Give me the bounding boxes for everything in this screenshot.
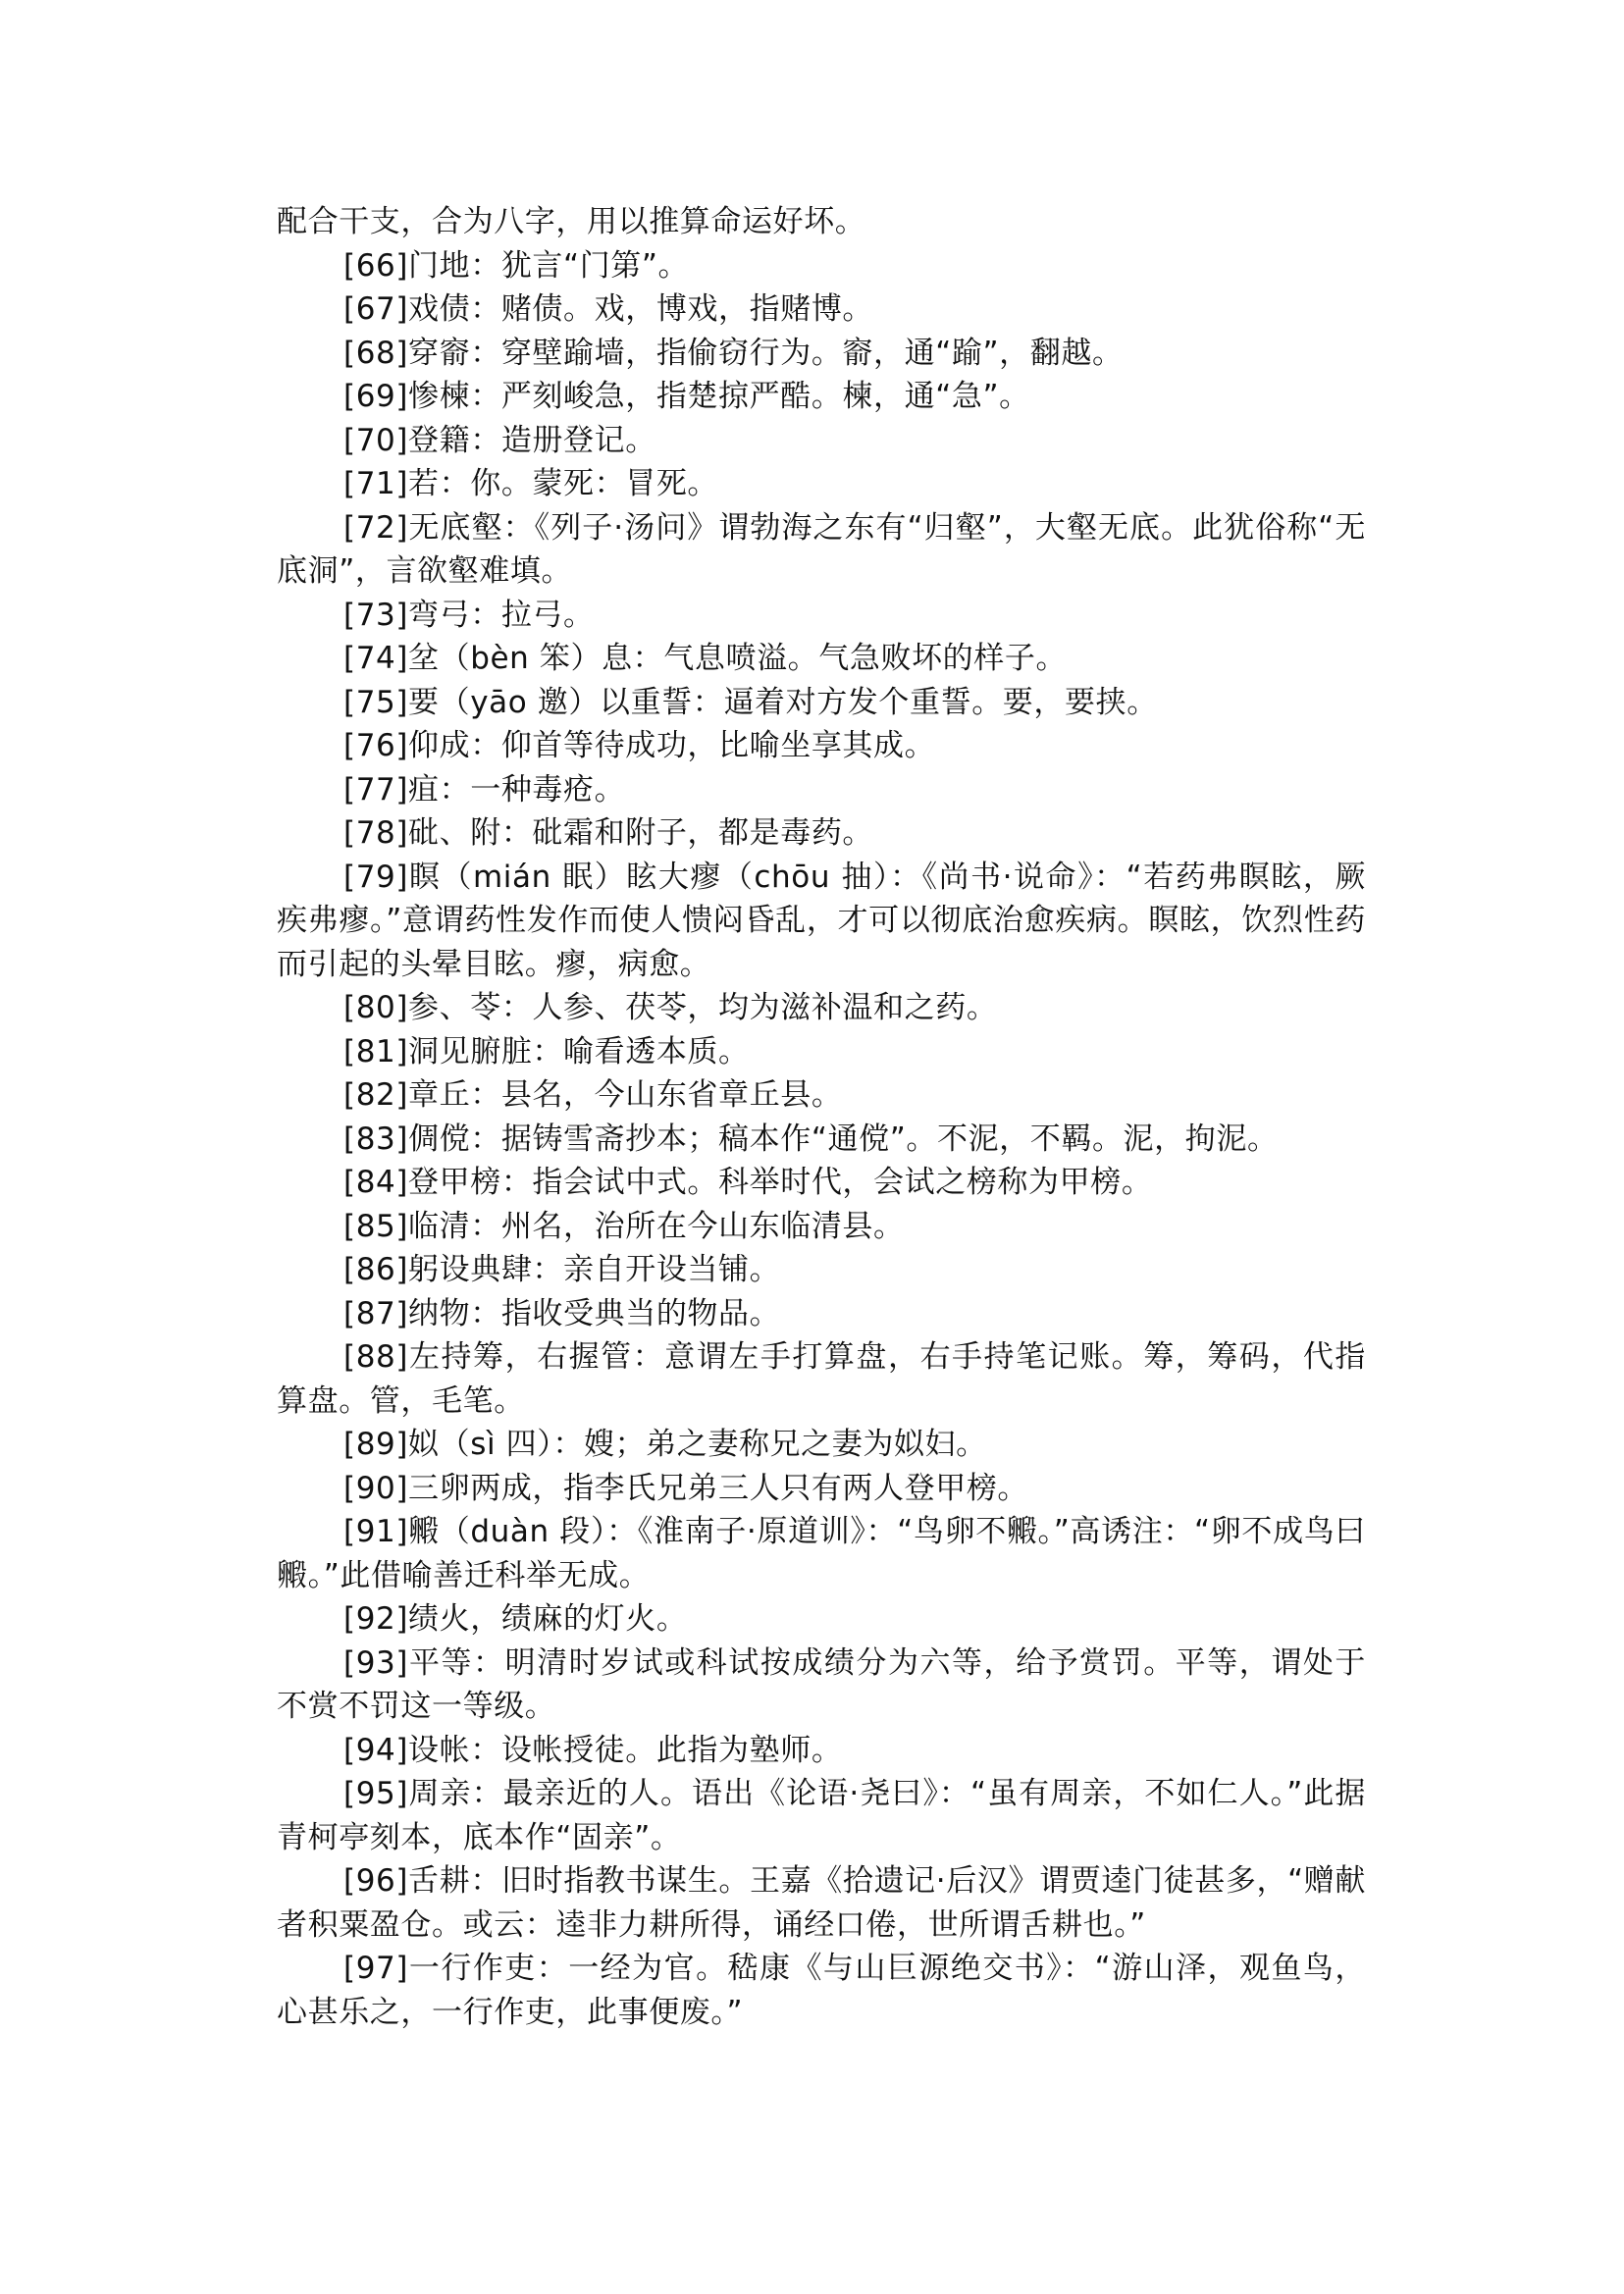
note-67: [67]戏债：赌债。戏，博戏，指赌博。	[343, 291, 874, 327]
note-82: [82]章丘：县名，今山东省章丘县。	[343, 1077, 843, 1113]
note-86: [86]躬设典肆：亲自开设当铺。	[343, 1252, 781, 1287]
note-95: [95]周亲：最亲近的人。语出《论语·尧曰》：“虽有周亲，不如仁人。”此据青柯亭刻本，底本作“固亲”。	[277, 1776, 1366, 1855]
document-page	[277, 200, 1366, 2034]
note-75: [75]要（yāo 邀）以重誓：逼着对方发个重誓。要，要挟。	[343, 684, 1158, 720]
note-80: [80]参、苓：人参、茯苓，均为滋补温和之药。	[343, 990, 998, 1025]
note-94: [94]设帐：设帐授徒。此指为塾师。	[343, 1732, 843, 1768]
note-77: [77]疽：一种毒疮。	[343, 771, 626, 808]
note-81: [81]洞见腑脏：喻看透本质。	[343, 1033, 750, 1069]
note-78: [78]砒、附：砒霜和附子，都是毒药。	[343, 815, 874, 851]
note-83: [83]倜傥：据铸雪斋抄本；稿本作“通傥”。不泥，不羁。泥，拘泥。	[343, 1121, 1279, 1157]
note-72: [72]无底壑：《列子·汤问》谓勃海之东有“归壑”，大壑无底。此犹俗称“无底洞”，言欲壑难填。	[277, 509, 1366, 589]
note-79: [79]瞑（mián 眠）眩大瘳（chōu 抽）：《尚书·说命》：“若药弗瞑眩，厥疾弗瘳。”意谓药性发作而使人愦闷昏乱，才可以彻底治愈疾病。瞑眩，饮烈性药而引起的头晕目眩。瘳，病愈。	[277, 859, 1366, 982]
note-85: [85]临清：州名，治所在今山东临清县。	[343, 1208, 905, 1244]
note-84: [84]登甲榜：指会试中式。科举时代，会试之榜称为甲榜。	[343, 1165, 1153, 1200]
note-96: [96]舌耕：旧时指教书谋生。王嘉《拾遗记·后汉》谓贾逵门徒甚多，“赠献者积粟盈仓。或云：逵非力耕所得，诵经口倦，世所谓舌耕也。”	[277, 1863, 1366, 1943]
note-73: [73]弯弓：拉弓。	[343, 597, 595, 633]
note-89: [89]姒（sì 四）：嫂；弟之妻称兄之妻为姒妇。	[343, 1427, 987, 1462]
note-66: [66]门地：犹言“门第”。	[343, 247, 690, 284]
note-91: [91]毈（duàn 段）：《淮南子·原道训》：“鸟卵不毈。”高诱注：“卵不成鸟曰毈。”此借喻善迁科举无成。	[277, 1514, 1366, 1593]
note-76: [76]仰成：仰首等待成功，比喻坐享其成。	[343, 728, 936, 763]
note-87: [87]纳物：指收受典当的物品。	[343, 1295, 781, 1331]
note-97: [97]一行作吏：一经为官。嵇康《与山巨源绝交书》：“游山泽，观鱼鸟，心甚乐之，一行作吏，此事便废。”	[277, 1951, 1366, 2030]
note-69: [69]惨楝：严刻峻急，指楚掠严酷。楝，通“急”。	[343, 379, 1030, 414]
continuation-paragraph: 配合干支，合为八字，用以推算命运好坏。	[277, 204, 866, 239]
note-70: [70]登籍：造册登记。	[343, 422, 656, 458]
notes-list	[277, 244, 1366, 2035]
note-68: [68]穿窬：穿壁踰墙，指偷窃行为。窬，通“踰”，翻越。	[343, 335, 1124, 371]
note-74: [74]坌（bèn 笨）息：气息喷溢。气急败坏的样子。	[343, 641, 1068, 676]
note-93: [93]平等：明清时岁试或科试按成绩分为六等，给予赏罚。平等，谓处于不赏不罚这一等级。	[277, 1644, 1366, 1724]
note-92: [92]绩火，绩麻的灯火。	[343, 1601, 688, 1637]
note-90: [90]三卵两成，指李氏兄弟三人只有两人登甲榜。	[343, 1470, 1029, 1506]
note-71: [71]若：你。蒙死：冒死。	[343, 466, 719, 501]
note-88: [88]左持筹，右握管：意谓左手打算盘，右手持笔记账。筹，筹码，代指算盘。管，毛笔。	[277, 1339, 1366, 1419]
